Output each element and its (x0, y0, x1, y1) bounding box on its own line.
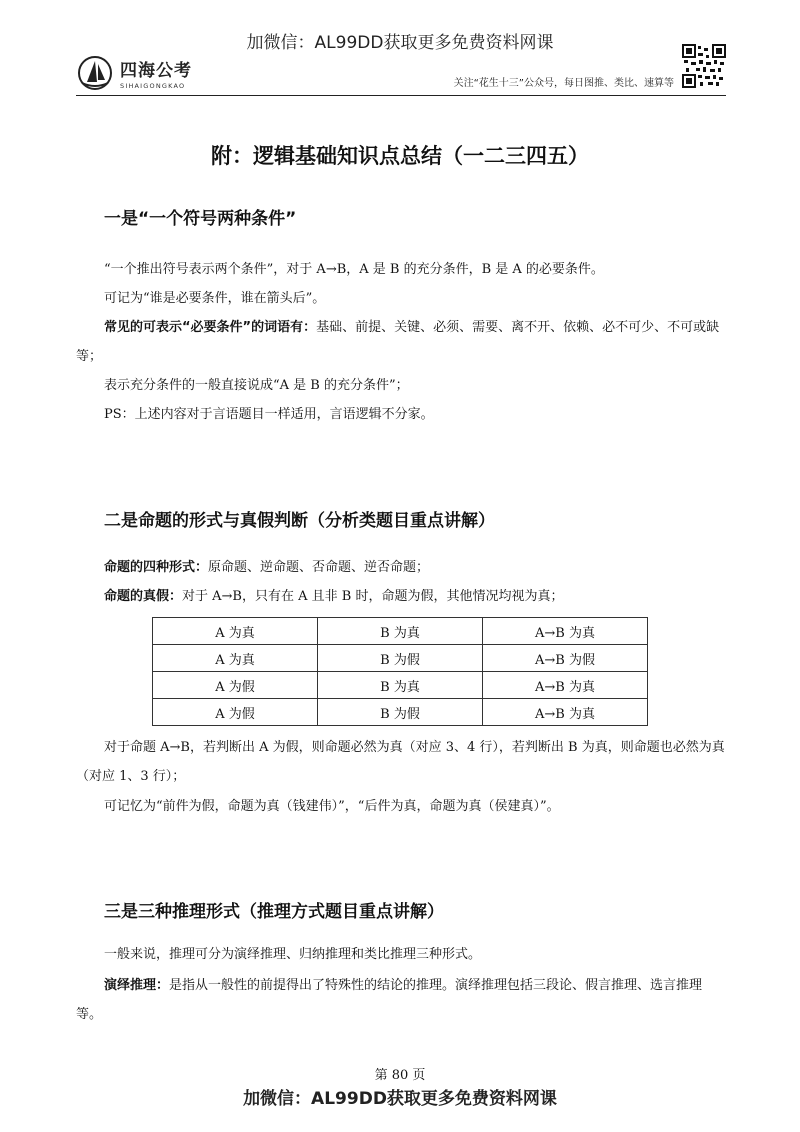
necessary-words-list: 基础、前提、关键、必须、需要、离不开、依赖、必不可少、不可或缺等； (76, 320, 720, 364)
table-cell: A→B 为真 (483, 672, 648, 699)
logo-subtitle: SIHAIGONGKAO (120, 82, 186, 90)
logo (76, 56, 192, 90)
section2-paragraph-1 (104, 553, 728, 582)
section2-paragraph-2 (104, 582, 728, 611)
truth-rule: 对于 A→B，只有在 A 且非 B 时，命题为假，其他情况均视为真； (182, 589, 564, 604)
necessary-words-label: 常见的可表示“必要条件”的词语有： (104, 320, 317, 335)
section1-heading: 一是“一个符号两种条件” (104, 209, 297, 229)
truth-table (152, 617, 648, 726)
table-cell: B 为假 (318, 645, 483, 672)
table-cell: A 为假 (153, 672, 318, 699)
header-note: 关注“花生十三”公众号，每日图推、类比、速算等 (453, 78, 674, 89)
table-cell: A 为假 (153, 699, 318, 726)
table-cell: B 为真 (318, 618, 483, 645)
sail-logo-icon (76, 56, 114, 90)
table-row (153, 618, 648, 645)
section3-heading: 三是三种推理形式（推理方式题目重点讲解） (104, 902, 444, 922)
table-cell: A 为真 (153, 645, 318, 672)
section1-paragraph-2: 可记为“谁是必要条件，谁在箭头后”。 (104, 291, 326, 306)
bottom-banner: 加微信：AL99DD获取更多免费资料网课 (243, 1089, 557, 1109)
page-header (76, 44, 726, 96)
table-cell: A 为真 (153, 618, 318, 645)
section3-paragraph-1: 一般来说，推理可分为演绎推理、归纳推理和类比推理三种形式。 (104, 947, 482, 962)
deductive-definition: 是指从一般性的前提得出了特殊性的结论的推理。演绎推理包括三段论、假言推理、选言推理等。 (76, 978, 703, 1022)
table-cell: B 为真 (318, 672, 483, 699)
logo-name: 四海公考 (120, 61, 192, 81)
page-number: 第 80 页 (374, 1068, 426, 1083)
table-cell: B 为假 (318, 699, 483, 726)
section2-paragraph-3: 对于命题 A→B，若判断出 A 为假，则命题必然为真（对应 3、4 行），若判断出 B 为真，则命题也必然为真（对应 1、3 行）； (76, 740, 725, 784)
table-row (153, 672, 648, 699)
table-row (153, 699, 648, 726)
section3-paragraph-2 (76, 971, 728, 1029)
table-cell: A→B 为真 (483, 699, 648, 726)
qr-code-icon (682, 44, 726, 88)
page-title: 附：逻辑基础知识点总结（一二三四五） (211, 144, 589, 168)
table-row (153, 645, 648, 672)
section2-paragraph-4: 可记忆为“前件为假，命题为真（钱建伟）”，“后件为真，命题为真（侯建真）”。 (104, 799, 560, 814)
top-banner: 加微信：AL99DD获取更多免费资料网课 (246, 33, 554, 53)
four-forms-label: 命题的四种形式： (104, 560, 209, 575)
four-forms-list: 原命题、逆命题、否命题、逆否命题； (208, 560, 430, 575)
table-cell: A→B 为假 (483, 645, 648, 672)
truth-label: 命题的真假： (104, 589, 183, 604)
deductive-label: 演绎推理： (104, 978, 170, 993)
section2-heading: 二是命题的形式与真假判断（分析类题目重点讲解） (104, 511, 495, 531)
section1-paragraph-5: PS：上述内容对于言语题目一样适用，言语逻辑不分家。 (104, 407, 434, 422)
table-cell: A→B 为真 (483, 618, 648, 645)
header-divider (76, 95, 726, 96)
section1-paragraph-4: 表示充分条件的一般直接说成“A 是 B 的充分条件”； (104, 378, 409, 393)
section1-paragraph-3 (76, 313, 728, 371)
section1-paragraph-1: “一个推出符号表示两个条件”，对于 A→B，A 是 B 的充分条件，B 是 A 的必要条件。 (104, 262, 604, 277)
